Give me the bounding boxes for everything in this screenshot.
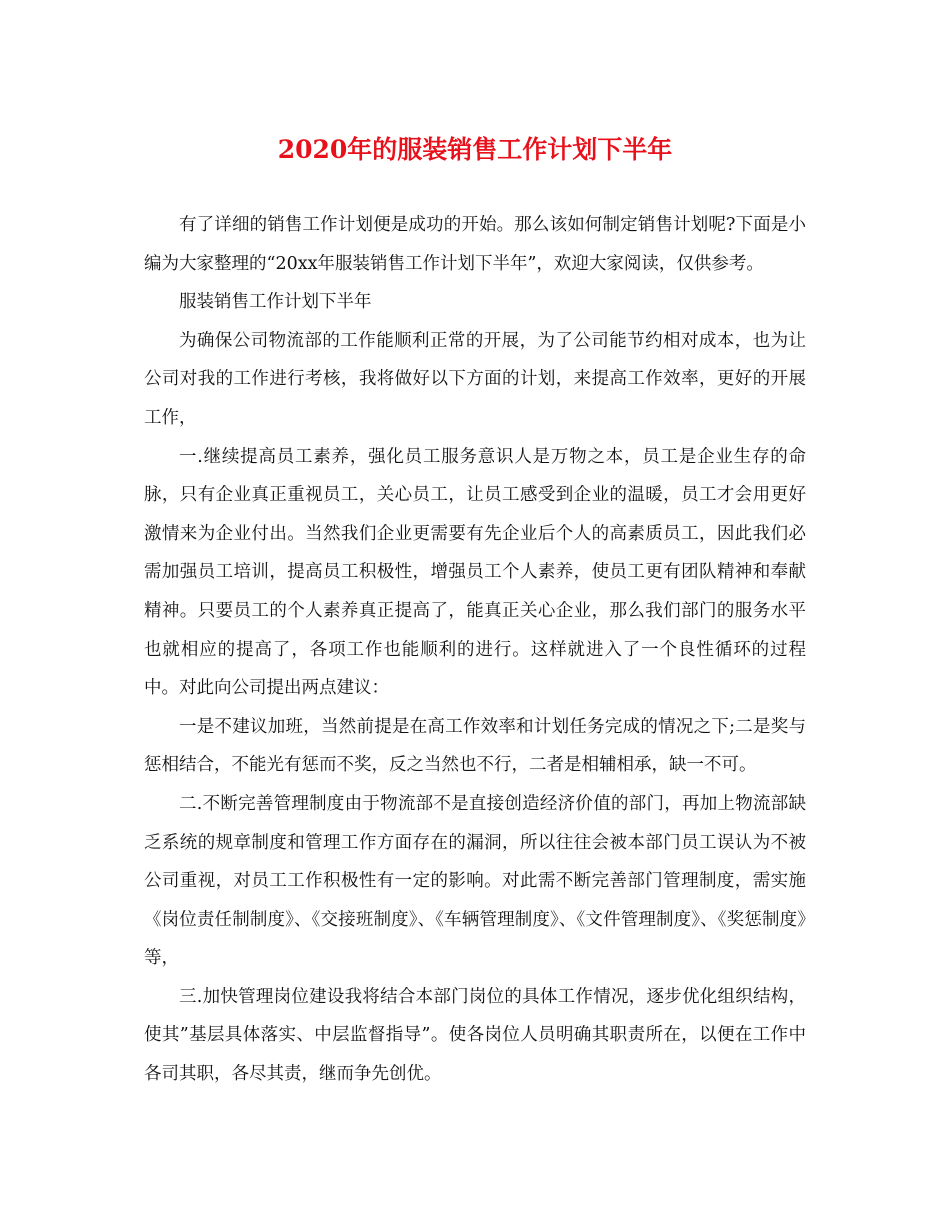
document-body (144, 206, 806, 1094)
paragraph-purpose: 为确保公司物流部的工作能顺利正常的开展，为了公司能节约相对成本，也为让公司对我的工作进行考核，我将做好以下方面的计划，来提高工作效率，更好的开展工作， (144, 330, 806, 428)
paragraph-intro: 有了详细的销售工作计划便是成功的开始。那么该如何制定销售计划呢?下面是小编为大家整理的“20xx年服装销售工作计划下半年”，欢迎大家阅读，仅供参考。 (144, 215, 806, 274)
document-title: 2020年的服装销售工作计划下半年 (277, 135, 673, 164)
paragraph-section-3: 三.加快管理岗位建设我将结合本部门岗位的具体工作情况，逐步优化组织结构，使其”基层具体落实、中层监督指导”。使各岗位人员明确其职责所在，以便在工作中各司其职，各尽其责，继而争先创优。 (144, 986, 806, 1085)
paragraph-section-2: 二.不断完善管理制度由于物流部不是直接创造经济价值的部门，再加上物流部缺乏系统的规章制度和管理工作方面存在的漏洞，所以往往会被本部门员工误认为不被公司重视，对员工工作积极性有一定的影响。对此需不断完善部门管理制度，需实施《岗位责任制制度》、《交接班制度》、《车辆管理制度》、《文件管理制度》、《奖惩制度》等， (144, 793, 806, 969)
paragraph-subtitle: 服装销售工作计划下半年 (179, 292, 372, 313)
paragraph-suggestions: 一是不建议加班，当然前提是在高工作效率和计划任务完成的情况之下;二是奖与惩相结合，不能光有惩而不奖，反之当然也不行，二者是相辅相承，缺一不可。 (144, 716, 806, 776)
paragraph-section-1: 一.继续提高员工素养，强化员工服务意识人是万物之本，员工是企业生存的命脉，只有企业真正重视员工，关心员工，让员工感受到企业的温暖，员工才会用更好激情来为企业付出。当然我们企业更需要有先企业后个人的高素质员工，因此我们必需加强员工培训，提高员工积极性，增强员工个人素养，使员工更有团队精神和奉献精神。只要员工的个人素养真正提高了，能真正关心企业，那么我们部门的服务水平也就相应的提高了，各项工作也能顺利的进行。这样就进入了一个良性循环的过程中。对此向公司提出两点建议： (144, 446, 806, 699)
